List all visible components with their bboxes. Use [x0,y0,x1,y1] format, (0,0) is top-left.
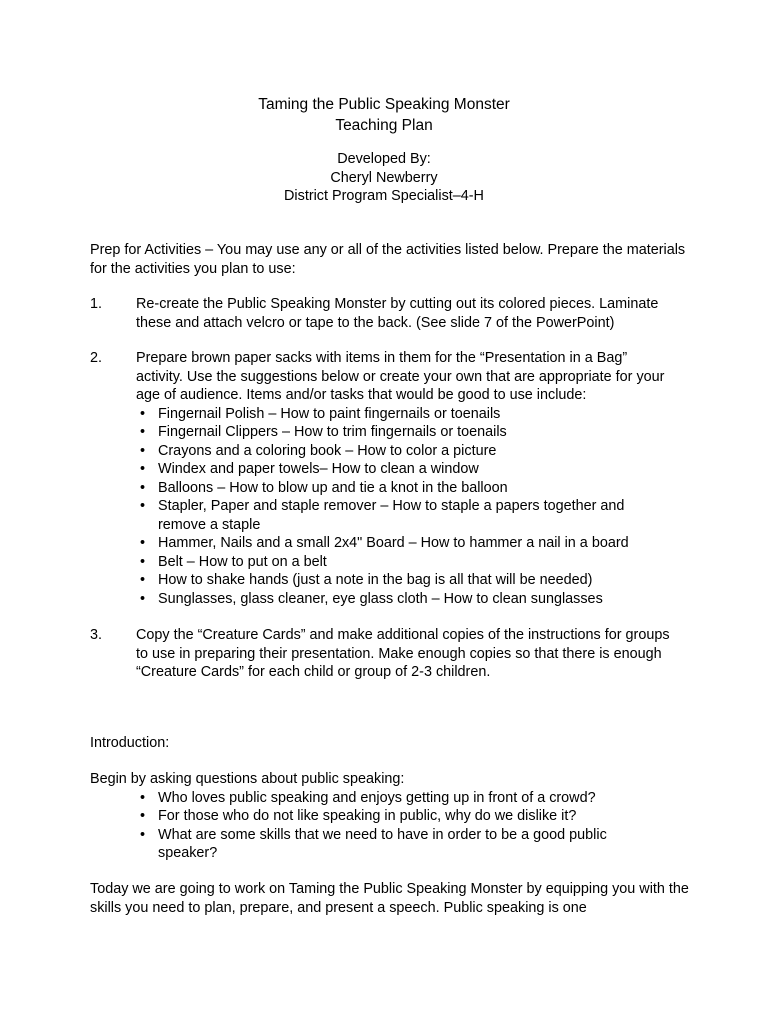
introduction-lead: Begin by asking questions about public speaking: [90,771,405,787]
list-item: • Stapler, Paper and staple remover – How to staple a papers together and remove a staple [136,497,676,534]
developer-credits [0,150,768,206]
introduction-heading: Introduction: [90,735,170,751]
bag-items-list [136,405,676,609]
list-item: • Sunglasses, glass cleaner, eye glass cloth – How to clean sunglasses [136,590,676,609]
list-item: • Windex and paper towels– How to clean a window [136,460,676,479]
step-1 [90,295,690,332]
title-line-1: Taming the Public Speaking Monster [258,96,510,113]
list-item: • For those who do not like speaking in public, why do we dislike it? [136,807,690,826]
list-item: • Hammer, Nails and a small 2x4" Board – How to hammer a nail in a board [136,534,676,553]
closing-text: Today we are going to work on Taming the Public Speaking Monster by equipping you with the skills you need to plan, prepare, and present a speech. Public speaking is one [90,881,689,916]
list-item: • Balloons – How to blow up and tie a knot in the balloon [136,479,676,498]
step-2 [90,349,690,608]
introduction-section [90,770,690,863]
step-text: Copy the “Creature Cards” and make additional copies of the instructions for groups to use in preparing their presentation. Make enough copies so that there is enough “Creature Cards” for each child or group of 2-3 children. [136,627,670,680]
step-number: 1. [90,296,103,312]
list-item: • What are some skills that we need to have in order to be a good public speaker? [136,826,618,863]
introduction-questions [90,789,690,863]
step-3 [90,626,690,682]
step-text: Re-create the Public Speaking Monster by cutting out its colored pieces. Laminate these and attach velcro or tape to the back. (See slide 7 of the PowerPoint) [136,296,659,331]
closing-paragraph [90,880,690,917]
list-item: • Fingernail Clippers – How to trim fingernails or toenails [136,423,676,442]
prep-paragraph [90,241,690,278]
document-title [0,94,768,136]
title-line-2: Teaching Plan [335,117,433,134]
author-name: Cheryl Newberry [330,169,438,186]
step-text: Prepare brown paper sacks with items in them for the “Presentation in a Bag” activity. Use the suggestions below or create your own that are appropriate for your age of audience. Items and/or tasks that would be good to use include: [136,350,665,403]
list-item: • Crayons and a coloring book – How to color a picture [136,442,676,461]
list-item: • Who loves public speaking and enjoys getting up in front of a crowd? [136,789,690,808]
step-number: 3. [90,627,103,643]
list-item: • Belt – How to put on a belt [136,553,676,572]
list-item: • How to shake hands (just a note in the bag is all that will be needed) [136,571,676,590]
step-number: 2. [90,350,103,366]
prep-text: Prep for Activities – You may use any or all of the activities listed below. Prepare the materials for the activities you plan to use: [90,242,686,277]
list-item: • Fingernail Polish – How to paint fingernails or toenails [136,405,676,424]
developed-by-label: Developed By: [337,151,431,167]
author-role: District Program Specialist–4-H [284,188,484,204]
